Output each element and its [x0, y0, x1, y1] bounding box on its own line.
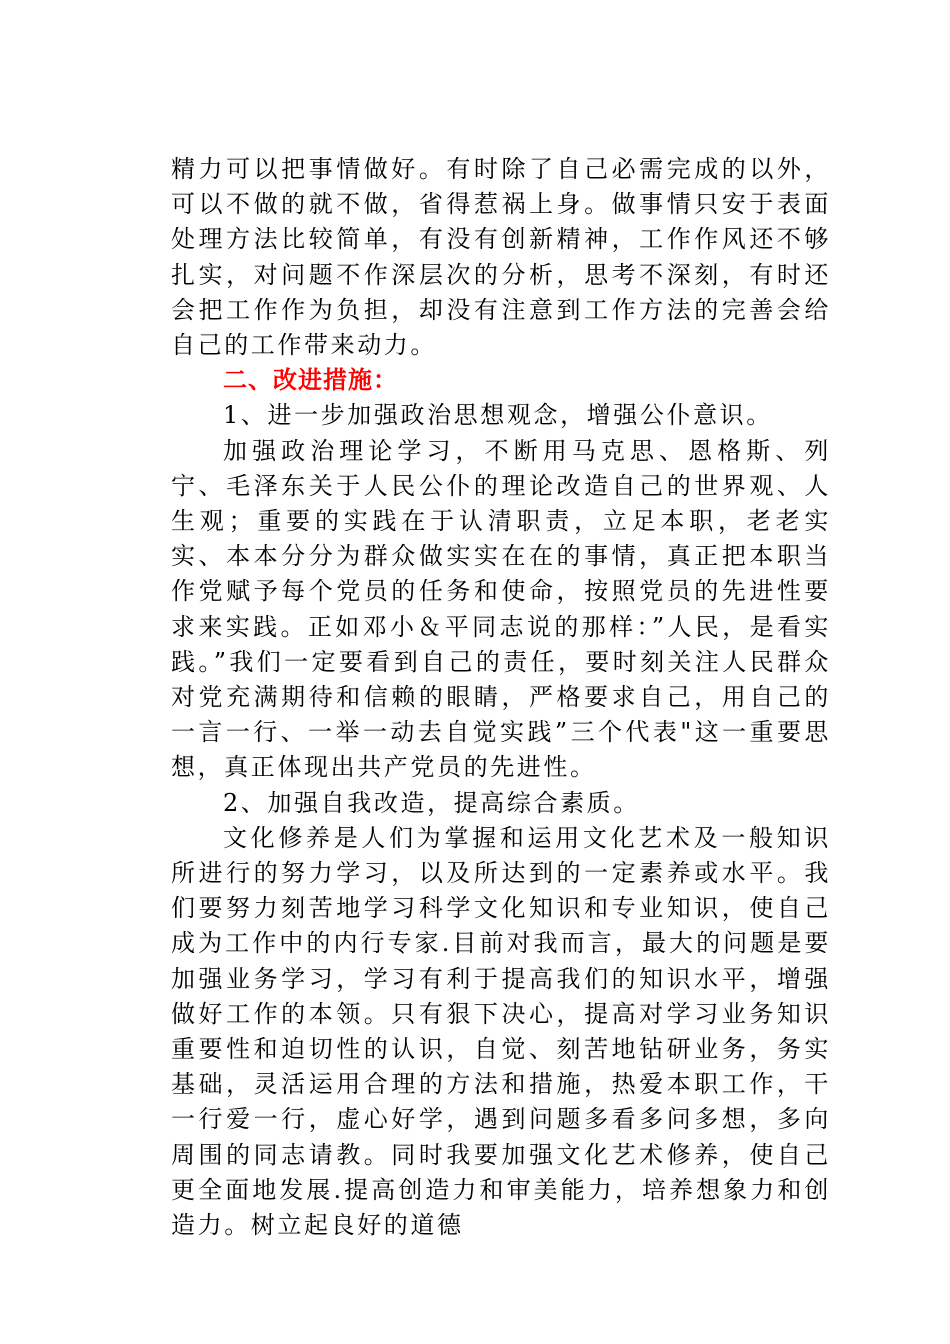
- paragraph-continued: 精力可以把事情做好。有时除了自己必需完成的以外，可以不做的就不做，省得惹祸上身。做事情只安于表面处理方法比较简单，有没有创新精神，工作作风还不够扎实，对问题不作深层次的分析，思考不深刻，有时还会把工作作为负担，却没有注意到工作方法的完善会给自己的工作带来动力。: [171, 155, 831, 360]
- paragraph-political-study: 加强政治理论学习，不断用马克思、恩格斯、列宁、毛泽东关于人民公仆的理论改造自己的世界观、人生观；重要的实践在于认清职责，立足本职，老老实实、本本分分为群众做实实在在的事情，真正把本职当作党赋予每个党员的任务和使命，按照党员的先进性要求来实践。正如邓小＆平同志说的那样：”人民，是看实践。”我们一定要看到自己的责任，要时刻关注人民群众对党充满期待和信赖的眼睛，严格要求自己，用自己的一言一行、一举一动去自觉实践”三个代表"这一重要思想，真正体现出共产党员的先进性。: [171, 436, 831, 782]
- document-page: [171, 152, 831, 1243]
- paragraph-cultural-cultivation: 文化修养是人们为掌握和运用文化艺术及一般知识所进行的努力学习，以及所达到的一定素养或水平。我们要努力刻苦地学习科学文化知识和专业知识，使自己成为工作中的内行专家.目前对我而言，最大的问题是要加强业务学习，学习有利于提高我们的知识水平，增强做好工作的本领。只有狠下决心，提高对学习业务知识重要性和迫切性的认识，自觉、刻苦地钻研业务，务实基础，灵活运用合理的方法和措施，热爱本职工作，干一行爱一行，虚心好学，遇到问题多看多问多想，多向周围的同志请教。同时我要加强文化艺术修养，使自己更全面地发展.提高创造力和审美能力，培养想象力和创造力。树立起良好的道德: [171, 823, 831, 1240]
- subsection-heading-1: 1、进一步加强政治思想观念，增强公仆意识。: [223, 401, 773, 430]
- subsection-heading-2: 2、加强自我改造，提高综合素质。: [223, 788, 640, 817]
- section-heading: 二、改进措施：: [223, 366, 398, 395]
